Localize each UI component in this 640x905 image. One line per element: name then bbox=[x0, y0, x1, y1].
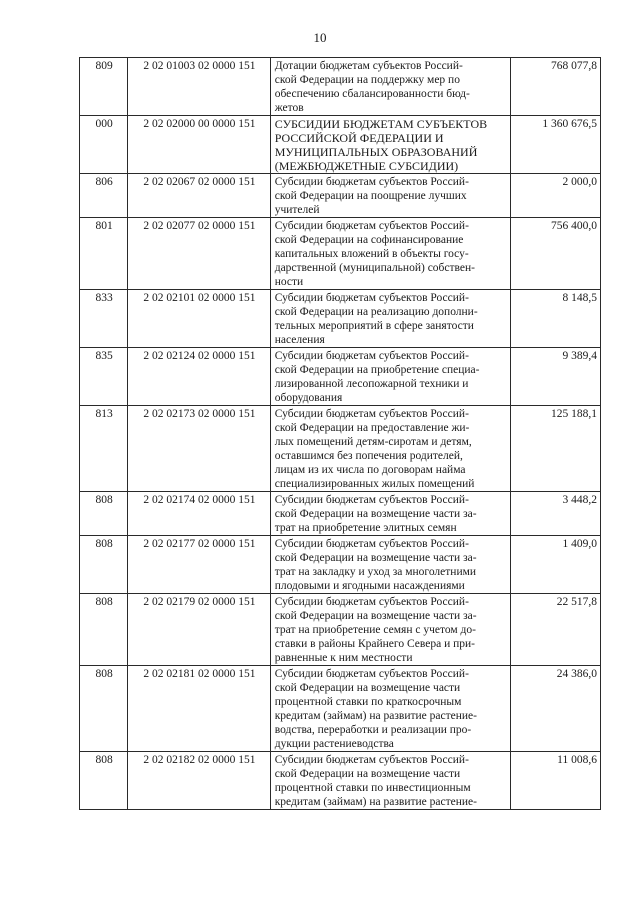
revenue-name-line: кредитам (займам) на развитие растение- bbox=[274, 710, 477, 722]
amount-cell: 125 188,1 bbox=[510, 406, 600, 492]
amount-cell: 1 409,0 bbox=[510, 536, 600, 594]
amount-cell: 3 448,2 bbox=[510, 492, 600, 536]
revenue-name-cell bbox=[270, 174, 510, 218]
table-row bbox=[80, 406, 601, 492]
revenue-name-line: тельных мероприятий в сфере занятости bbox=[274, 320, 474, 332]
revenue-name-line: трат на приобретение элитных семян bbox=[274, 522, 457, 534]
revenue-name-cell bbox=[270, 492, 510, 536]
revenue-name-line: процентной ставки по краткосрочным bbox=[274, 696, 462, 708]
revenue-name-line: кредитам (займам) на развитие растение- bbox=[274, 796, 477, 808]
budget-classification-code-cell: 2 02 02179 02 0000 151 bbox=[128, 594, 271, 666]
admin-code-cell: 000 bbox=[80, 116, 128, 174]
revenue-name-cell bbox=[270, 290, 510, 348]
amount-cell: 9 389,4 bbox=[510, 348, 600, 406]
amount-cell: 756 400,0 bbox=[510, 218, 600, 290]
table-row bbox=[80, 116, 601, 174]
revenue-name-line: лых помещений детям-сиротам и детям, bbox=[274, 436, 472, 448]
amount-cell: 8 148,5 bbox=[510, 290, 600, 348]
revenue-name-line: оставшимся без попечения родителей, bbox=[274, 450, 463, 462]
revenue-name-line: Субсидии бюджетам субъектов Россий- bbox=[274, 292, 469, 304]
table-row bbox=[80, 666, 601, 752]
table-row bbox=[80, 492, 601, 536]
admin-code-cell: 808 bbox=[80, 752, 128, 810]
table-row bbox=[80, 594, 601, 666]
revenue-name-line: ставки в районы Крайнего Севера и при- bbox=[274, 638, 475, 650]
revenue-name-line: населения bbox=[274, 334, 325, 346]
revenue-name-cell bbox=[270, 116, 510, 174]
table-row bbox=[80, 536, 601, 594]
admin-code-cell: 833 bbox=[80, 290, 128, 348]
amount-cell: 1 360 676,5 bbox=[510, 116, 600, 174]
revenue-name-line: плодовыми и ягодными насаждениями bbox=[274, 580, 465, 592]
revenue-name-cell bbox=[270, 666, 510, 752]
revenue-name-line: ской Федерации на предоставление жи- bbox=[274, 422, 470, 434]
revenue-name-line: Субсидии бюджетам субъектов Россий- bbox=[274, 494, 469, 506]
revenue-name-line: ской Федерации на возмещение части bbox=[274, 768, 461, 780]
budget-table-body bbox=[80, 58, 601, 810]
revenue-name-line: учителей bbox=[274, 204, 320, 216]
page-number: 10 bbox=[313, 30, 327, 45]
revenue-name-line: капитальных вложений в объекты госу- bbox=[274, 248, 469, 260]
amount-cell: 11 008,6 bbox=[510, 752, 600, 810]
revenue-name-line: Субсидии бюджетам субъектов Россий- bbox=[274, 408, 469, 420]
revenue-name-line: Субсидии бюджетам субъектов Россий- bbox=[274, 350, 469, 362]
revenue-name-line: ской Федерации на приобретение специа- bbox=[274, 364, 480, 376]
table-row bbox=[80, 752, 601, 810]
admin-code-cell: 808 bbox=[80, 666, 128, 752]
budget-classification-code-cell: 2 02 02000 00 0000 151 bbox=[128, 116, 271, 174]
budget-classification-code-cell: 2 02 02173 02 0000 151 bbox=[128, 406, 271, 492]
revenue-name-line: равненные к ним местности bbox=[274, 652, 413, 664]
revenue-name-cell bbox=[270, 406, 510, 492]
table-row bbox=[80, 58, 601, 116]
revenue-name-cell bbox=[270, 348, 510, 406]
budget-classification-code-cell: 2 02 02177 02 0000 151 bbox=[128, 536, 271, 594]
admin-code-cell: 801 bbox=[80, 218, 128, 290]
revenue-name-line: ской Федерации на поощрение лучших bbox=[274, 190, 467, 202]
budget-classification-code-cell: 2 02 02077 02 0000 151 bbox=[128, 218, 271, 290]
table-row bbox=[80, 290, 601, 348]
admin-code-cell: 808 bbox=[80, 594, 128, 666]
revenue-name-line: обеспечению сбалансированности бюд- bbox=[274, 88, 470, 100]
revenue-name-line: ской Федерации на возмещение части bbox=[274, 682, 461, 694]
table-row bbox=[80, 348, 601, 406]
amount-cell: 22 517,8 bbox=[510, 594, 600, 666]
revenue-name-line: Субсидии бюджетам субъектов Россий- bbox=[274, 668, 469, 680]
revenue-name-line: (МЕЖБЮДЖЕТНЫЕ СУБСИДИИ) bbox=[274, 159, 459, 173]
revenue-name-line: Субсидии бюджетам субъектов Россий- bbox=[274, 596, 469, 608]
budget-revenue-table bbox=[79, 57, 601, 810]
revenue-name-line: Субсидии бюджетам субъектов Россий- bbox=[274, 754, 469, 766]
revenue-name-line: трат на приобретение семян с учетом до- bbox=[274, 624, 476, 636]
revenue-name-line: лизированной лесопожарной техники и bbox=[274, 378, 469, 390]
budget-classification-code-cell: 2 02 02174 02 0000 151 bbox=[128, 492, 271, 536]
revenue-name-line: оборудования bbox=[274, 392, 343, 404]
revenue-name-line: лицам из их числа по договорам найма bbox=[274, 464, 466, 476]
budget-classification-code-cell: 2 02 02067 02 0000 151 bbox=[128, 174, 271, 218]
revenue-name-line: дукции растениеводства bbox=[274, 738, 394, 750]
revenue-name-line: Субсидии бюджетам субъектов Россий- bbox=[274, 220, 469, 232]
revenue-name-line: Субсидии бюджетам субъектов Россий- bbox=[274, 538, 469, 550]
amount-cell: 768 077,8 bbox=[510, 58, 600, 116]
amount-cell: 2 000,0 bbox=[510, 174, 600, 218]
revenue-name-line: специализированных жилых помещений bbox=[274, 478, 475, 490]
revenue-name-cell bbox=[270, 752, 510, 810]
revenue-name-cell bbox=[270, 536, 510, 594]
budget-classification-code-cell: 2 02 01003 02 0000 151 bbox=[128, 58, 271, 116]
revenue-name-cell bbox=[270, 218, 510, 290]
revenue-name-line: Субсидии бюджетам субъектов Россий- bbox=[274, 176, 469, 188]
revenue-name-line: ности bbox=[274, 276, 304, 288]
budget-classification-code-cell: 2 02 02181 02 0000 151 bbox=[128, 666, 271, 752]
revenue-name-line: жетов bbox=[274, 102, 304, 114]
revenue-name-cell bbox=[270, 58, 510, 116]
budget-classification-code-cell: 2 02 02182 02 0000 151 bbox=[128, 752, 271, 810]
revenue-name-line: процентной ставки по инвестиционным bbox=[274, 782, 471, 794]
revenue-name-line: Дотации бюджетам субъектов Россий- bbox=[274, 60, 463, 72]
revenue-name-line: ской Федерации на возмещение части за- bbox=[274, 610, 477, 622]
revenue-name-line: РОССИЙСКОЙ ФЕДЕРАЦИИ И bbox=[274, 131, 444, 145]
table-row bbox=[80, 174, 601, 218]
revenue-name-line: трат на закладку и уход за многолетними bbox=[274, 566, 477, 578]
admin-code-cell: 835 bbox=[80, 348, 128, 406]
admin-code-cell: 808 bbox=[80, 492, 128, 536]
revenue-name-line: СУБСИДИИ БЮДЖЕТАМ СУБЪЕКТОВ bbox=[274, 117, 488, 131]
admin-code-cell: 808 bbox=[80, 536, 128, 594]
revenue-name-line: ской Федерации на возмещение части за- bbox=[274, 552, 477, 564]
revenue-name-line: дарственной (муниципальной) собствен- bbox=[274, 262, 475, 274]
revenue-name-line: ской Федерации на возмещение части за- bbox=[274, 508, 477, 520]
budget-classification-code-cell: 2 02 02101 02 0000 151 bbox=[128, 290, 271, 348]
revenue-name-line: водства, переработки и реализации про- bbox=[274, 724, 472, 736]
admin-code-cell: 809 bbox=[80, 58, 128, 116]
revenue-name-line: МУНИЦИПАЛЬНЫХ ОБРАЗОВАНИЙ bbox=[274, 145, 478, 159]
amount-cell: 24 386,0 bbox=[510, 666, 600, 752]
budget-classification-code-cell: 2 02 02124 02 0000 151 bbox=[128, 348, 271, 406]
admin-code-cell: 806 bbox=[80, 174, 128, 218]
revenue-name-line: ской Федерации на реализацию дополни- bbox=[274, 306, 478, 318]
revenue-name-cell bbox=[270, 594, 510, 666]
revenue-name-line: ской Федерации на софинансирование bbox=[274, 234, 464, 246]
admin-code-cell: 813 bbox=[80, 406, 128, 492]
table-row bbox=[80, 218, 601, 290]
revenue-name-line: ской Федерации на поддержку мер по bbox=[274, 74, 460, 86]
